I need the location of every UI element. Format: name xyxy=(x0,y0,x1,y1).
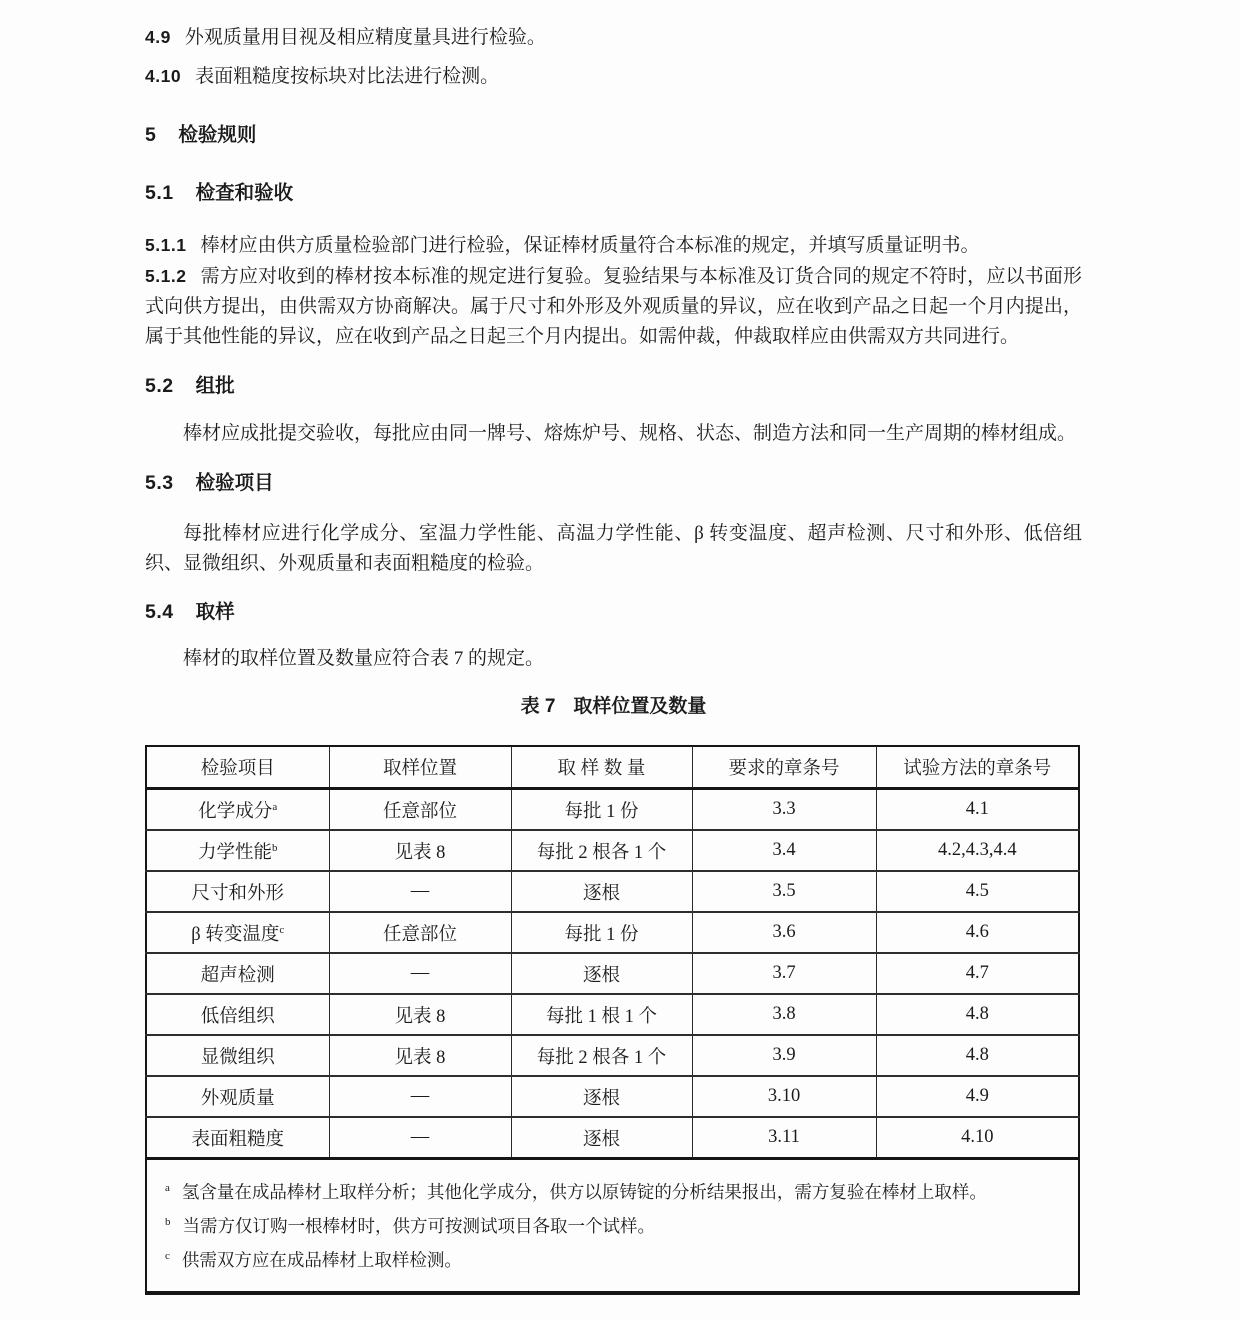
cell-quantity: 逐根 xyxy=(511,871,692,912)
cell-position: 见表 8 xyxy=(329,830,511,871)
section-number: 5.1 xyxy=(145,182,174,204)
clause-5-1-2 xyxy=(145,261,1082,352)
section-title: 组批 xyxy=(195,375,235,397)
cell-method-clause: 4.10 xyxy=(876,1117,1079,1159)
clause-4-9 xyxy=(145,22,1082,53)
table-row xyxy=(146,994,1079,1035)
cell-position: 见表 8 xyxy=(329,1035,511,1076)
footnote-text: 氢含量在成品棒材上取样分析；其他化学成分，供方以原铸锭的分析结果报出，需方复验在棒材上取样。 xyxy=(181,1181,987,1202)
footnote-ref: c xyxy=(279,923,285,936)
column-header-position: 取样位置 xyxy=(329,746,511,789)
section-heading-5-3 xyxy=(145,468,1082,498)
cell-quantity: 逐根 xyxy=(511,1117,692,1159)
footnote-ref: a xyxy=(272,800,278,813)
table-row xyxy=(146,789,1079,831)
cell-quantity: 每批 1 份 xyxy=(511,789,692,831)
table-caption-label: 表 7 xyxy=(520,696,556,717)
paragraph-5-4: 棒材的取样位置及数量应符合表 7 的规定。 xyxy=(183,648,545,669)
section-heading-5-2 xyxy=(145,371,1082,401)
paragraph-5-2: 棒材应成批提交验收，每批应由同一牌号、熔炼炉号、规格、状态、制造方法和同一生产周期的棒材组成。 xyxy=(183,423,1077,444)
table-row xyxy=(146,1117,1079,1159)
cell-quantity: 每批 1 份 xyxy=(511,912,692,953)
clause-number: 4.9 xyxy=(145,27,171,47)
cell-method-clause: 4.8 xyxy=(876,994,1079,1035)
table-footnotes xyxy=(146,1159,1079,1294)
cell-quantity: 逐根 xyxy=(511,953,692,994)
footnote-marker: a xyxy=(165,1182,170,1194)
cell-item: 外观质量 xyxy=(146,1076,329,1117)
clause-text: 表面粗糙度按标块对比法进行检测。 xyxy=(195,66,500,87)
cell-quantity: 逐根 xyxy=(511,1076,692,1117)
cell-req-clause: 3.4 xyxy=(692,830,876,871)
cell-position: 任意部位 xyxy=(329,912,511,953)
section-title: 检查和验收 xyxy=(195,182,294,204)
table-row xyxy=(146,871,1079,912)
cell-method-clause: 4.5 xyxy=(876,871,1079,912)
table-row xyxy=(146,1035,1079,1076)
table-7-caption xyxy=(145,692,1082,722)
cell-item: β 转变温度$^c$ xyxy=(146,912,329,953)
table-row xyxy=(146,953,1079,994)
cell-quantity: 每批 2 根各 1 个 xyxy=(511,830,692,871)
section-number: 5.2 xyxy=(145,375,174,397)
cell-method-clause: 4.9 xyxy=(876,1076,1079,1117)
table-row xyxy=(146,830,1079,871)
cell-method-clause: 4.6 xyxy=(876,912,1079,953)
section-number: 5.4 xyxy=(145,601,174,623)
cell-item: 化学成分$^a$ xyxy=(146,789,329,831)
cell-req-clause: 3.5 xyxy=(692,871,876,912)
cell-req-clause: 3.6 xyxy=(692,912,876,953)
paragraph-5-3: 每批棒材应进行化学成分、室温力学性能、高温力学性能、β 转变温度、超声检测、尺寸和外形、低倍组织、显微组织、外观质量和表面粗糙度的检验。 xyxy=(145,523,1082,574)
clause-text: 外观质量用目视及相应精度量具进行检验。 xyxy=(184,27,546,48)
cell-method-clause: 4.1 xyxy=(876,789,1079,831)
table-footnotes-row xyxy=(146,1159,1079,1294)
clause-number: 5.1.2 xyxy=(145,266,187,286)
footnote-marker: c xyxy=(165,1249,170,1262)
cell-item: 力学性能$^b$ xyxy=(146,830,329,871)
cell-req-clause: 3.3 xyxy=(692,789,876,831)
cell-item: 表面粗糙度 xyxy=(146,1117,329,1159)
cell-req-clause: 3.7 xyxy=(692,953,876,994)
cell-position: — xyxy=(329,1117,511,1159)
section-heading-5-1 xyxy=(145,178,1082,208)
section-number: 5 xyxy=(145,124,157,146)
cell-item: 低倍组织 xyxy=(146,994,329,1035)
footnote-b xyxy=(163,1210,1060,1238)
section-number: 5.3 xyxy=(145,472,174,494)
section-heading-5 xyxy=(145,120,1082,150)
table-row xyxy=(146,1076,1079,1117)
cell-item: 显微组织 xyxy=(146,1035,329,1076)
footnote-text: 当需方仅订购一根棒材时，供方可按测试项目各取一个试样。 xyxy=(182,1215,655,1236)
cell-item: 超声检测 xyxy=(146,953,329,994)
clause-4-10 xyxy=(145,61,1082,92)
column-header-item: 检验项目 xyxy=(146,746,329,789)
table-7 xyxy=(145,745,1080,1295)
cell-position: — xyxy=(329,871,511,912)
cell-method-clause: 4.8 xyxy=(876,1035,1079,1076)
column-header-method: 试验方法的章条号 xyxy=(876,746,1079,789)
section-heading-5-4 xyxy=(145,597,1082,627)
cell-req-clause: 3.8 xyxy=(692,994,876,1035)
clause-text: 需方应对收到的棒材按本标准的规定进行复验。复验结果与本标准及订货合同的规定不符时，应以书面形式向供方提出，由供需双方协商解决。属于尺寸和外形及外观质量的异议，应在收到产品之日起一个月内提出，属于其他性能的异议，应在收到产品之日起三个月内提出。如需仲裁，仲裁取样应由供需双方共同进行。 xyxy=(145,266,1082,347)
cell-method-clause: 4.7 xyxy=(876,953,1079,994)
footnote-text: 供需双方应在成品棒材上取样检测。 xyxy=(181,1249,462,1270)
cell-quantity: 每批 2 根各 1 个 xyxy=(511,1035,692,1076)
cell-req-clause: 3.11 xyxy=(692,1117,876,1159)
footnote-ref: b xyxy=(272,841,278,854)
section-title: 检验规则 xyxy=(178,124,257,146)
column-header-quantity: 取 样 数 量 xyxy=(511,746,692,789)
footnote-c xyxy=(163,1244,1060,1272)
cell-method-clause: 4.2,4.3,4.4 xyxy=(876,830,1079,871)
table-caption-title: 取样位置及数量 xyxy=(573,696,707,717)
cell-position: 见表 8 xyxy=(329,994,511,1035)
column-header-req: 要求的章条号 xyxy=(692,746,876,789)
cell-quantity: 每批 1 根 1 个 xyxy=(511,994,692,1035)
table-header-row xyxy=(146,746,1079,789)
cell-position: 任意部位 xyxy=(329,789,511,831)
clause-text: 棒材应由供方质量检验部门进行检验，保证棒材质量符合本标准的规定，并填写质量证明书。 xyxy=(200,235,980,256)
clause-number: 5.1.1 xyxy=(145,235,187,255)
section-title: 取样 xyxy=(195,601,235,623)
clause-5-1-1 xyxy=(145,230,1082,261)
cell-item: 尺寸和外形 xyxy=(146,871,329,912)
cell-req-clause: 3.10 xyxy=(692,1076,876,1117)
cell-req-clause: 3.9 xyxy=(692,1035,876,1076)
cell-position: — xyxy=(329,1076,511,1117)
footnote-a xyxy=(163,1176,1060,1204)
section-title: 检验项目 xyxy=(195,472,274,494)
cell-position: — xyxy=(329,953,511,994)
table-row xyxy=(146,912,1079,953)
footnote-marker: b xyxy=(165,1215,171,1228)
clause-number: 4.10 xyxy=(145,66,182,86)
